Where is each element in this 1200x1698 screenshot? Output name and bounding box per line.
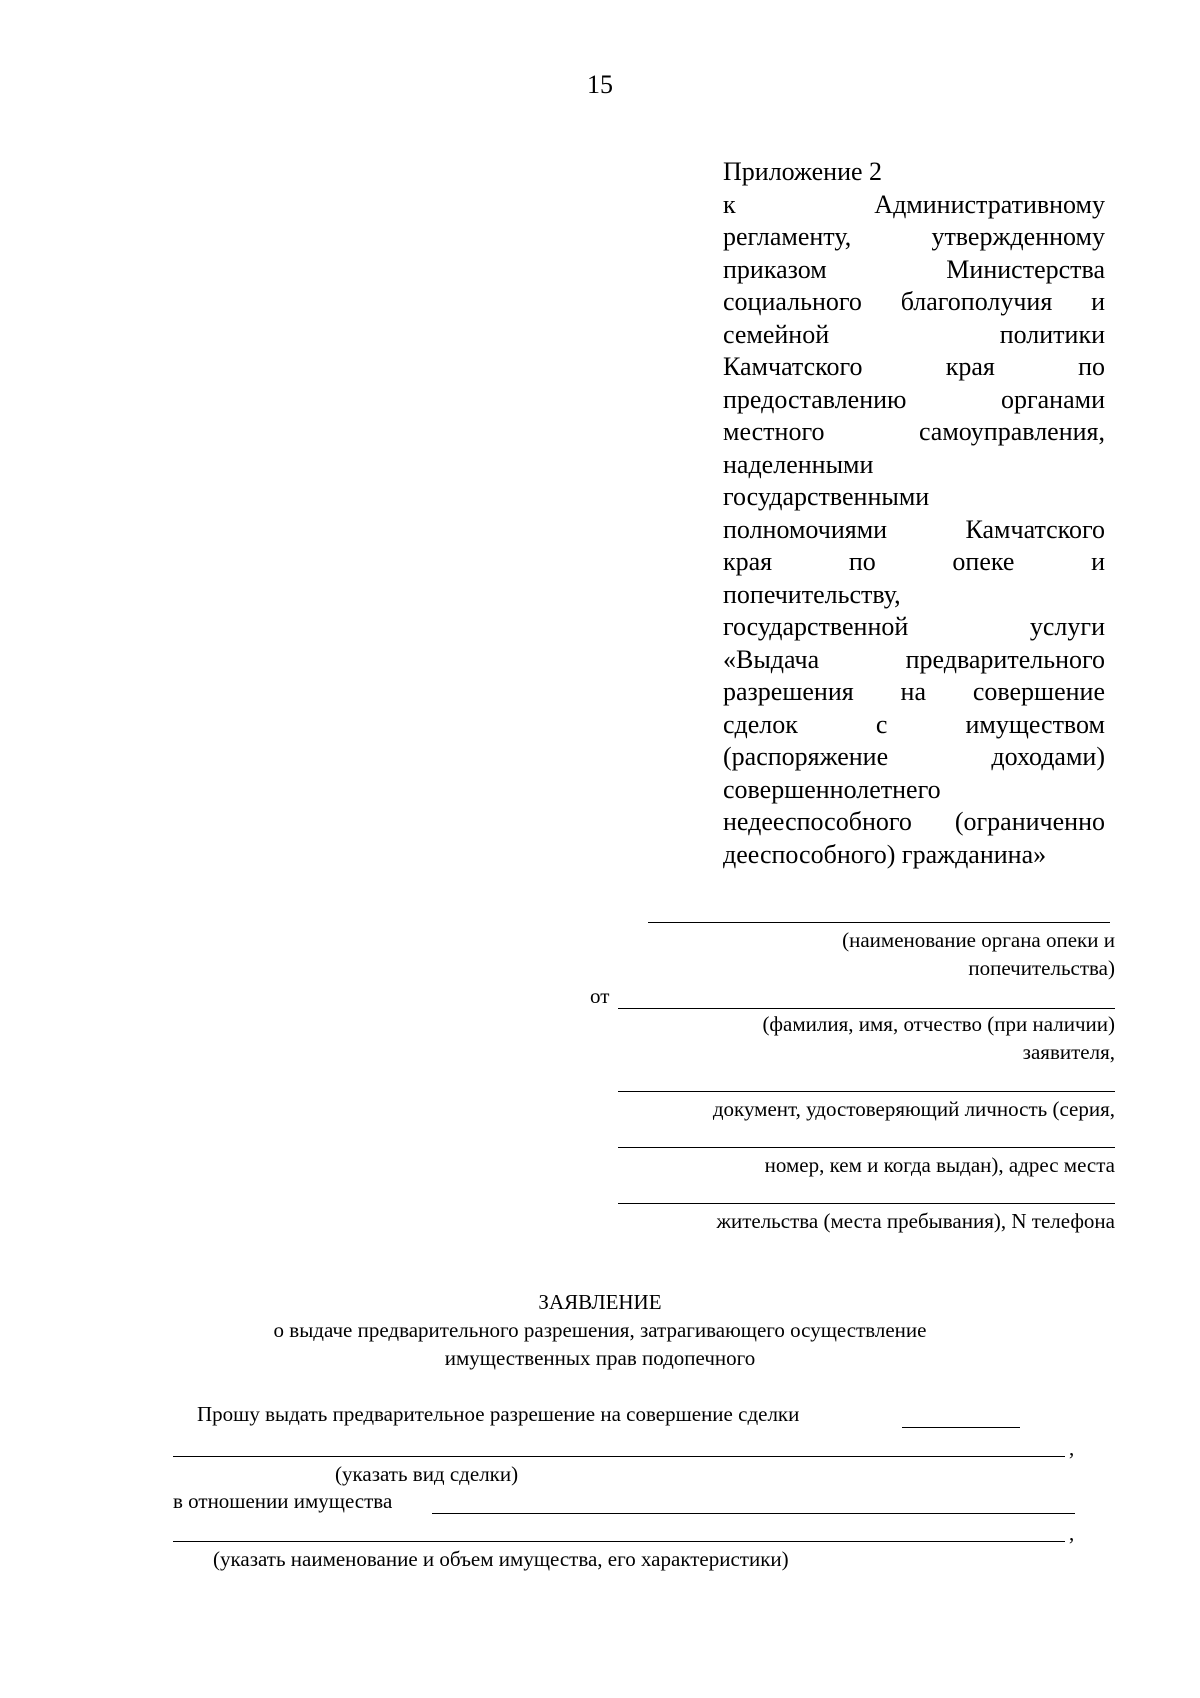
deal-short-line — [902, 1427, 1020, 1428]
appendix-line: наделенными — [723, 449, 874, 479]
appendix-line: семейной политики — [723, 319, 1105, 349]
applicant-caption-2: заявителя, — [1022, 1040, 1115, 1064]
appendix-line: полномочиями Камчатского — [723, 514, 1105, 544]
appendix-line: к Административному — [723, 189, 1105, 219]
appendix-line: социального благополучия и — [723, 287, 1105, 316]
appendix-line: дееспособного) гражданина» — [723, 839, 1047, 869]
appendix-line: Камчатского края по — [723, 352, 1105, 381]
authority-name-line — [648, 922, 1110, 923]
applicant-name-line — [618, 1008, 1115, 1009]
document-number-caption: номер, кем и когда выдан), адрес места — [764, 1153, 1115, 1177]
id-document-line — [618, 1091, 1115, 1092]
document-number-line — [618, 1147, 1115, 1148]
statement-subtitle-2: имущественных прав подопечного — [444, 1346, 756, 1370]
id-document-caption: документ, удостоверяющий личность (серия, — [712, 1097, 1115, 1121]
page-number: 15 — [587, 70, 613, 99]
appendix-line: местного самоуправления, — [723, 417, 1105, 446]
comma-2: , — [1069, 1521, 1075, 1545]
appendix-line: государственной услуги — [723, 612, 1105, 641]
appendix-line: недееспособного (ограниченно — [723, 807, 1105, 836]
residence-line — [618, 1203, 1115, 1204]
authority-caption-1: (наименование органа опеки и — [842, 928, 1115, 952]
property-line — [432, 1513, 1075, 1514]
appendix-line: приказом Министерства — [723, 254, 1105, 284]
property-details-line — [173, 1541, 1065, 1542]
appendix-line: сделок с имуществом — [723, 709, 1105, 739]
property-caption: (указать наименование и объем имущества, его характеристики) — [213, 1547, 789, 1571]
comma-1: , — [1069, 1436, 1075, 1460]
appendix-line: края по опеке и — [723, 547, 1105, 576]
appendix-line: попечительству, — [723, 579, 901, 609]
from-label: от — [590, 984, 610, 1008]
appendix-line: разрешения на совершение — [723, 677, 1105, 706]
deal-type-line — [173, 1456, 1065, 1457]
appendix-line: Приложение 2 — [723, 157, 883, 186]
appendix-line: государственными — [723, 482, 930, 511]
appendix-header — [723, 156, 1105, 871]
applicant-caption-1: (фамилия, имя, отчество (при наличии) — [762, 1012, 1115, 1036]
property-label: в отношении имущества — [173, 1489, 393, 1513]
statement-title: ЗАЯВЛЕНИЕ — [538, 1290, 662, 1314]
appendix-line: совершеннолетнего — [723, 774, 941, 804]
statement-subtitle-1: о выдаче предварительного разрешения, затрагивающего осуществление — [273, 1318, 927, 1342]
request-text: Прошу выдать предварительное разрешение на совершение сделки — [197, 1402, 800, 1426]
appendix-line: «Выдача предварительного — [723, 644, 1105, 674]
appendix-line: регламенту, утвержденному — [723, 222, 1105, 251]
appendix-line: (распоряжение доходами) — [723, 742, 1105, 771]
residence-caption: жительства (места пребывания), N телефона — [716, 1209, 1115, 1233]
appendix-line: предоставлению органами — [723, 384, 1105, 414]
deal-type-caption: (указать вид сделки) — [335, 1462, 519, 1486]
authority-caption-2: попечительства) — [968, 956, 1115, 980]
